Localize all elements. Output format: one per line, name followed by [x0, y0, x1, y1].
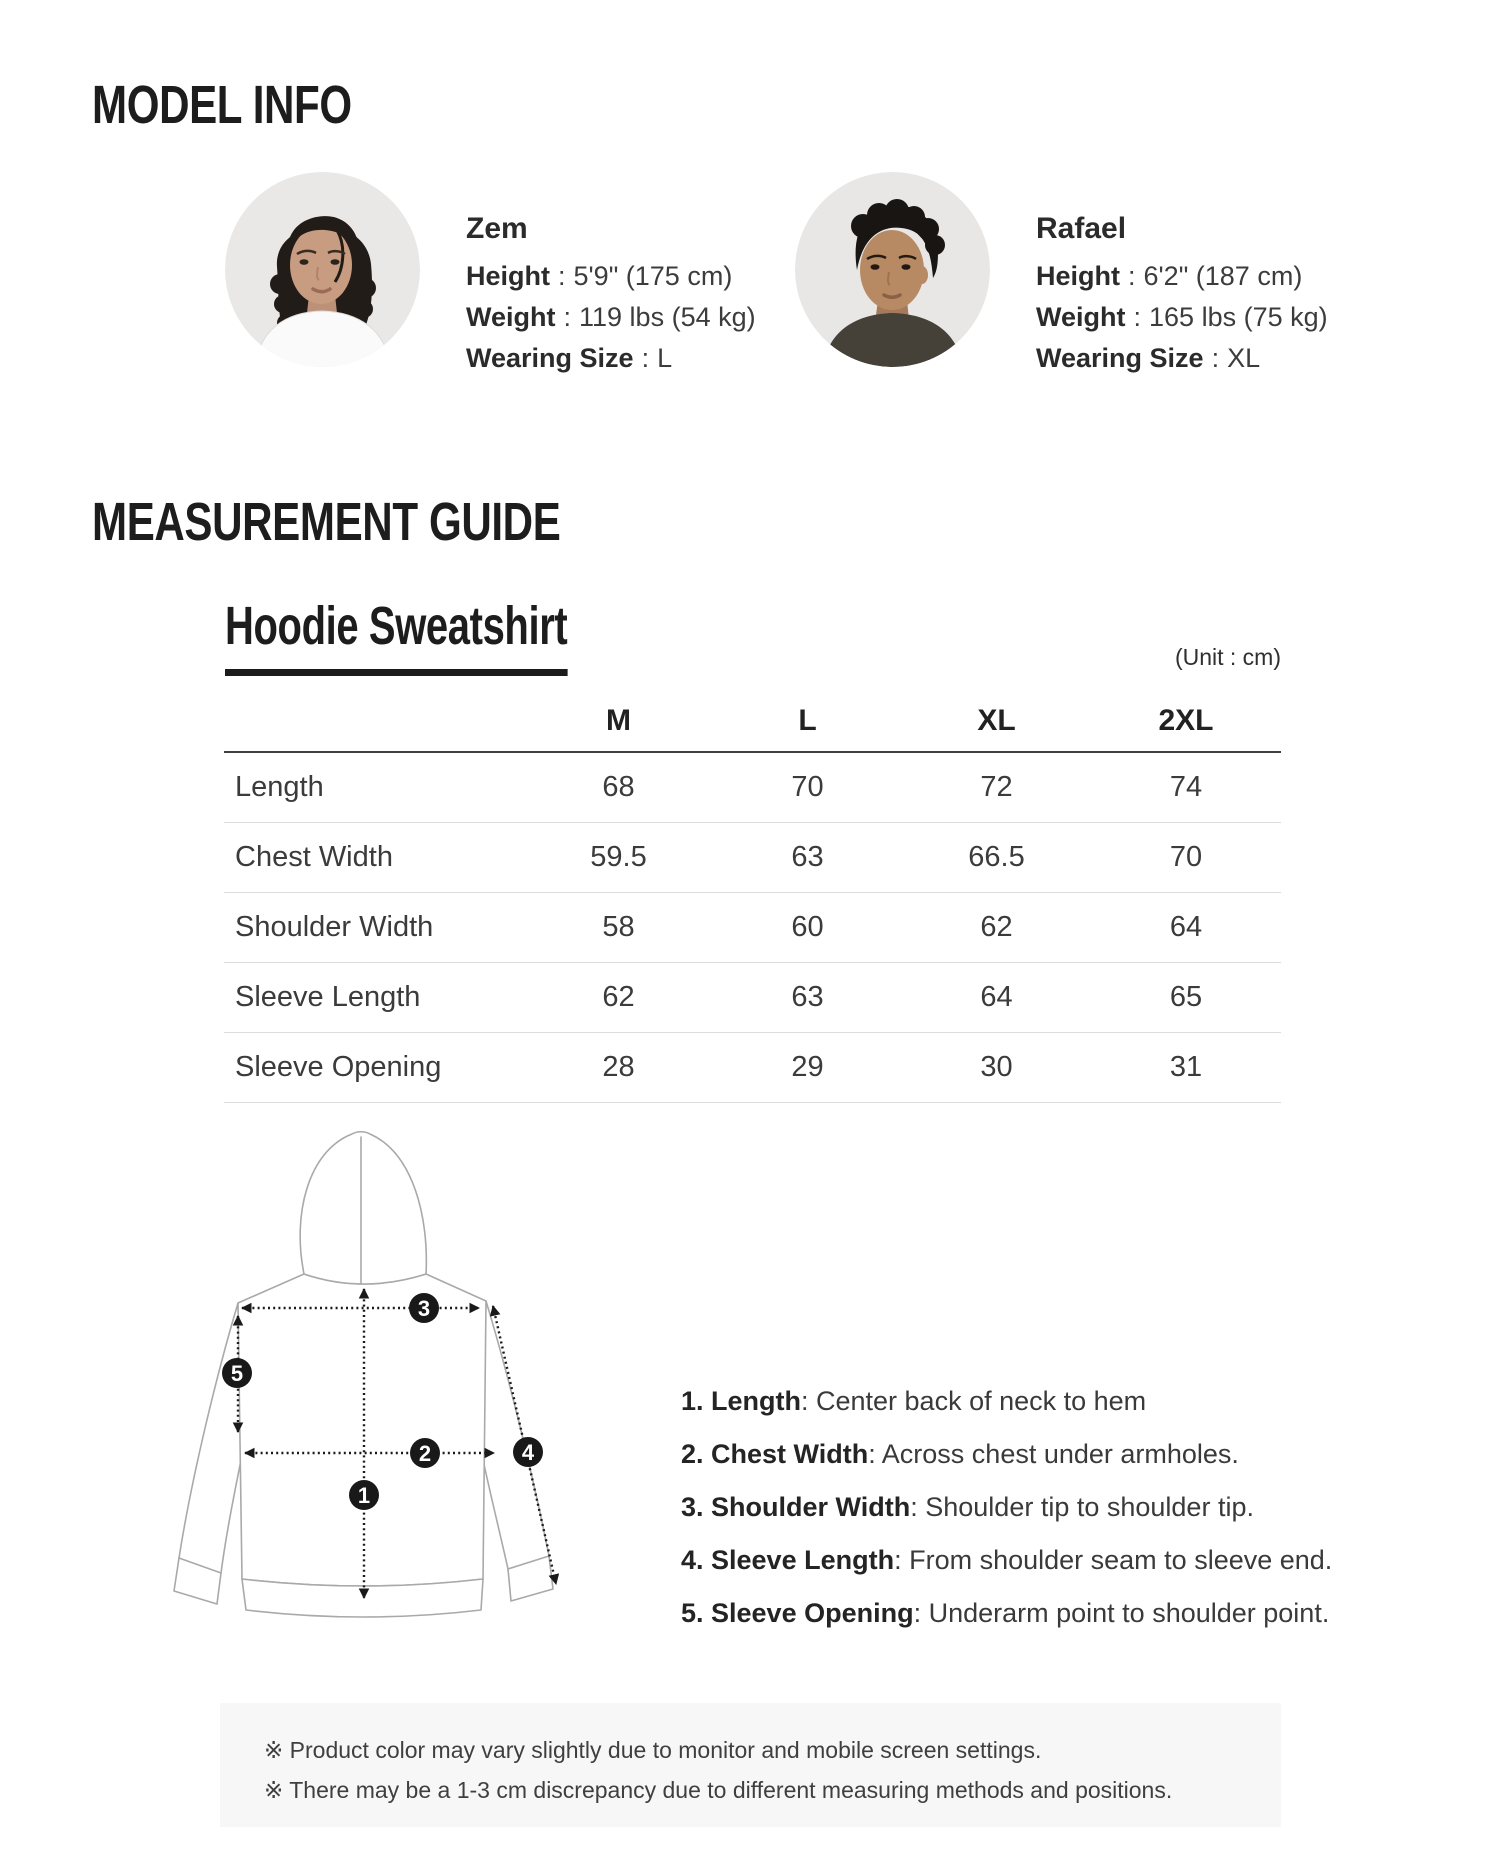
footnotes-box: [220, 1703, 1281, 1827]
badge-2-number: 2: [418, 1441, 432, 1466]
cell-value: 70: [713, 752, 902, 823]
cell-value: 72: [902, 752, 1091, 823]
attr-separator: :: [1211, 343, 1220, 373]
attr-value: 119 lbs (54 kg): [579, 302, 756, 332]
model-height-row: [1036, 256, 1328, 297]
row-label: Length: [224, 752, 524, 823]
badge-5-number: 5: [230, 1361, 244, 1386]
size-col-header-m: M: [524, 690, 713, 752]
table-row-shoulder-width: [224, 893, 1281, 963]
cell-value: 63: [713, 963, 902, 1033]
model-card-rafael: [795, 172, 1328, 379]
size-col-header-l: L: [713, 690, 902, 752]
unit-note: (Unit : cm): [1174, 644, 1281, 670]
size-table-header-row: [224, 690, 1281, 752]
legend-term: 3. Shoulder Width: [681, 1492, 911, 1522]
footnote-color-disclaimer: ※ Product color may vary slightly due to monitor and mobile screen settings.: [264, 1737, 1042, 1763]
attr-value: 6'2" (187 cm): [1143, 261, 1303, 291]
legend-desc: : Center back of neck to hem: [801, 1386, 1147, 1416]
model-name: Zem: [466, 212, 528, 245]
size-table-corner-cell: [224, 690, 524, 752]
model-size-row: [1036, 338, 1328, 379]
row-label: Chest Width: [224, 823, 524, 893]
size-col-header-2xl: 2XL: [1091, 690, 1281, 752]
footnote-measurement-disclaimer: ※ There may be a 1-3 cm discrepancy due to different measuring methods and positions.: [264, 1777, 1173, 1803]
attr-separator: :: [563, 302, 572, 332]
badge-4-number: 4: [521, 1440, 535, 1465]
model-size-row: [466, 338, 756, 379]
measurement-guide-title: MEASUREMENT GUIDE: [92, 492, 561, 552]
size-col-header-xl: XL: [902, 690, 1091, 752]
attr-value: 165 lbs (75 kg): [1149, 302, 1328, 332]
cell-value: 28: [524, 1033, 713, 1103]
cell-value: 74: [1091, 752, 1281, 823]
legend-item-length: [681, 1375, 1332, 1428]
attr-separator: :: [1128, 261, 1136, 291]
row-label: Shoulder Width: [224, 893, 524, 963]
attr-label: Height: [466, 261, 550, 291]
legend-term: 1. Length: [681, 1386, 801, 1416]
badge-3-number: 3: [417, 1296, 431, 1321]
badge-2: [410, 1438, 440, 1468]
model-details-rafael: [1036, 172, 1328, 379]
legend-desc: : Across chest under armholes.: [868, 1439, 1239, 1469]
cell-value: 63: [713, 823, 902, 893]
cell-value: 65: [1091, 963, 1281, 1033]
badge-1-number: 1: [357, 1483, 371, 1508]
legend-desc: : Shoulder tip to shoulder tip.: [910, 1492, 1254, 1522]
model-photo-zem: [225, 172, 420, 367]
model-info-title: MODEL INFO: [92, 75, 352, 135]
legend-term: 5. Sleeve Opening: [681, 1598, 914, 1628]
badge-4: [513, 1437, 543, 1467]
cell-value: 29: [713, 1033, 902, 1103]
attr-separator: :: [1133, 302, 1142, 332]
table-row-sleeve-length: [224, 963, 1281, 1033]
model-weight-row: [1036, 297, 1328, 338]
hoodie-body: [238, 1274, 486, 1586]
hoodie-measurement-diagram: [130, 1085, 590, 1645]
attr-separator: :: [558, 261, 566, 291]
cell-value: 62: [524, 963, 713, 1033]
cell-value: 31: [1091, 1033, 1281, 1103]
badge-1: [349, 1480, 379, 1510]
attr-separator: :: [641, 343, 650, 373]
model-photo-rafael: [795, 172, 990, 367]
measurement-legend: [681, 1375, 1332, 1640]
attr-label: Wearing Size: [466, 343, 634, 373]
badge-3: [409, 1293, 439, 1323]
attr-label: Height: [1036, 261, 1120, 291]
attr-value: 5'9" (175 cm): [573, 261, 733, 291]
model-height-row: [466, 256, 756, 297]
cell-value: 64: [1091, 893, 1281, 963]
size-table: [224, 690, 1281, 1103]
table-row-chest-width: [224, 823, 1281, 893]
cell-value: 66.5: [902, 823, 1091, 893]
product-title: Hoodie Sweatshirt: [225, 595, 567, 676]
attr-label: Wearing Size: [1036, 343, 1204, 373]
attr-label: Weight: [466, 302, 556, 332]
hood: [300, 1132, 426, 1284]
legend-item-sleeve-length: [681, 1534, 1332, 1587]
cell-value: 58: [524, 893, 713, 963]
left-sleeve: [174, 1303, 242, 1604]
cell-value: 59.5: [524, 823, 713, 893]
row-label: Sleeve Length: [224, 963, 524, 1033]
legend-term: 4. Sleeve Length: [681, 1545, 895, 1575]
cell-value: 30: [902, 1033, 1091, 1103]
cell-value: 68: [524, 752, 713, 823]
table-row-length: [224, 752, 1281, 823]
cell-value: 60: [713, 893, 902, 963]
legend-item-sleeve-opening: [681, 1587, 1332, 1640]
model-name: Rafael: [1036, 212, 1127, 245]
legend-term: 2. Chest Width: [681, 1439, 869, 1469]
cell-value: 64: [902, 963, 1091, 1033]
legend-desc: : Underarm point to shoulder point.: [913, 1598, 1330, 1628]
attr-value: L: [657, 343, 673, 373]
badge-5: [222, 1358, 252, 1388]
attr-value: XL: [1227, 343, 1261, 373]
attr-label: Weight: [1036, 302, 1126, 332]
cell-value: 62: [902, 893, 1091, 963]
model-card-zem: [225, 172, 756, 379]
legend-item-chest-width: [681, 1428, 1332, 1481]
cell-value: 70: [1091, 823, 1281, 893]
legend-desc: : From shoulder seam to sleeve end.: [894, 1545, 1333, 1575]
legend-item-shoulder-width: [681, 1481, 1332, 1534]
model-details-zem: [466, 172, 756, 379]
row-label: Sleeve Opening: [224, 1033, 524, 1103]
model-weight-row: [466, 297, 756, 338]
